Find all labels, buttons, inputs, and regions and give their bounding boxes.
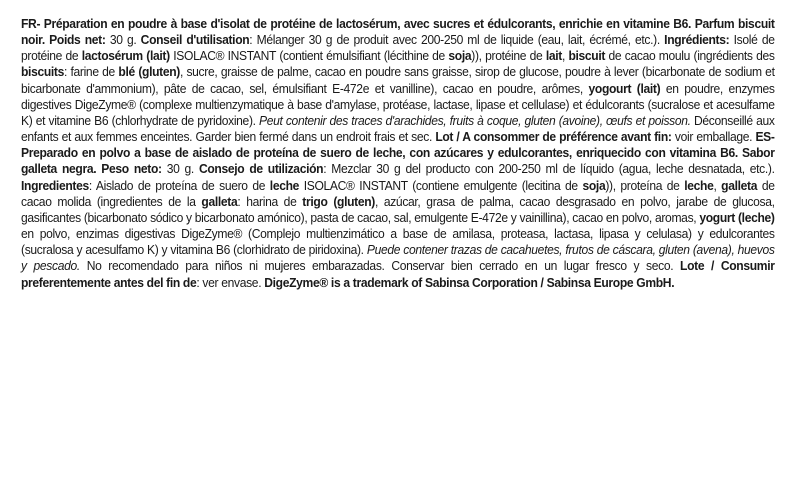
fr-ingredients-text: ,: [561, 49, 569, 64]
fr-usage-text: : Mélanger 30 g de produit avec 200-250 ml de liquide (eau, lait, écrémé, etc.).: [249, 33, 660, 48]
fr-lot-text: voir emballage.: [671, 130, 756, 145]
fr-allergen-biscuit: biscuit: [568, 49, 606, 64]
es-usage-label: Consejo de utilización: [198, 162, 324, 177]
es-ingredients-text: : Aislado de proteína de suero de: [88, 178, 270, 193]
es-ingredients-text: ISOLAC® INSTANT (contiene emulgente (lecitina de: [299, 178, 583, 193]
fr-allergen-ble: blé (gluten): [118, 65, 180, 80]
es-allergen-galleta: galleta: [201, 194, 238, 209]
fr-net-weight-value: 30 g.: [105, 33, 137, 48]
fr-ingredients-label: Ingrédients:: [664, 33, 730, 48]
fr-allergen-lait: lait: [545, 49, 562, 64]
fr-lot-label: Lot / A consommer de préférence avant fin:: [435, 130, 672, 145]
fr-usage-label: Conseil d'utilisation: [140, 33, 250, 48]
trademark-notice: DigeZyme® is a trademark of Sabinsa Corporation / Sabinsa Europe GmbH.: [264, 275, 675, 290]
es-ingredients-text: : harina de: [237, 194, 303, 209]
es-ingredients-text: ,: [713, 178, 722, 193]
es-ingredients-text: , azúcar, grasa de palma, cacao desgrasado en polvo, jarabe de glucosa, gasificantes (bicarbonato sódico y bicarbonato amónico), pasta de cacao, sal, emulgente E-472e y vainillina), cacao en polvo, aromas,: [21, 194, 775, 225]
product-label-text: [21, 16, 775, 291]
fr-ingredients-text: ISOLAC® INSTANT (contient émulsifiant (lécithine de: [169, 49, 449, 64]
fr-allergen-biscuits: biscuits: [21, 65, 65, 80]
es-allergen-leche: leche: [684, 178, 714, 193]
fr-allergen-lactoserum: lactosérum (lait): [81, 49, 170, 64]
es-ingredients-text: )), proteína de: [605, 178, 685, 193]
fr-heading: FR- Préparation en poudre à base d'isolat de protéine de lactosérum, avec sucres et édulcorants, enrichie en vitamine B6. Parfum biscuit noir.: [21, 17, 775, 48]
es-traces-warning: Puede contener trazas de cacahuetes, frutos de cáscara, gluten (avena), huevos y pescado.: [21, 243, 775, 274]
es-allergen-yogurt: yogurt (leche): [699, 210, 775, 225]
es-net-weight-value: 30 g.: [161, 162, 199, 177]
es-allergen-trigo: trigo (gluten): [302, 194, 375, 209]
fr-ingredients-text: en poudre, enzymes digestives DigeZyme® (complexe multienzymatique à base d'amylase, protéase, lactase, lipase et cellulase) et édulcorants (sucralose et acesulfame K) et vitamine B6 (chlorhydrate de pyridoxine).: [21, 81, 775, 128]
label-paragraph: [21, 16, 775, 291]
es-ingredients-text: en polvo, enzimas digestivas DigeZyme® (Complejo multienzimático a base de amilasa, proteasa, lactasa, lipasa y celulasa) y edulcorantes (sucralosa y acesulfamo K) y vitamina B6 (clorhidrato de piridoxina).: [21, 227, 775, 258]
fr-advice: Déconseillé aux enfants et aux femmes enceintes. Garder bien fermé dans un endroit frais et sec.: [21, 113, 775, 145]
es-net-weight-label: Peso neto:: [101, 162, 162, 177]
fr-ingredients-text: : farine de: [64, 65, 119, 80]
fr-ingredients-text: )), protéine de: [471, 49, 546, 64]
es-lot-label: Lote / Consumir preferentemente antes del fin de: [21, 259, 775, 290]
es-heading: ES- Preparado en polvo a base de aislado de proteína de suero de leche, con azúcares y edulcorantes, enriquecido con vitamina B6. Sabor galleta negra.: [21, 130, 775, 177]
es-lot-text: : ver envase.: [196, 275, 265, 290]
fr-allergen-soja: soja: [448, 49, 472, 64]
es-ingredients-label: Ingredientes: [21, 178, 89, 193]
es-allergen-galleta: galleta: [721, 178, 758, 193]
fr-ingredients-text: Isolé de protéine de: [21, 33, 775, 64]
es-advice: No recomendado para niños ni mujeres embarazadas. Conservar bien cerrado en un lugar fresco y seco.: [79, 259, 681, 274]
es-ingredients-text: de cacao molida (ingredientes de la: [21, 178, 775, 209]
fr-allergen-yogourt: yogourt (lait): [588, 81, 661, 96]
fr-ingredients-text: de cacao moulu (ingrédients des: [605, 49, 775, 64]
fr-ingredients-text: , sucre, graisse de palme, cacao en poudre sans graisse, sirop de glucose, poudre à lever (bicarbonate de sodium et bicarbonate d'ammonium), pâte de cacao, sel, émulsifiant E-472e et vanilline), cacao en poudre, arômes,: [21, 65, 775, 96]
fr-traces-warning: Peut contenir des traces d'arachides, fruits à coque, gluten (avoine), œufs et poisson.: [258, 113, 691, 128]
es-usage-text: : Mezclar 30 g del producto con 200-250 ml de líquido (agua, leche desnatada, etc.).: [323, 162, 775, 177]
fr-net-weight-label: Poids net:: [49, 33, 106, 48]
es-allergen-soja: soja: [582, 178, 606, 193]
es-allergen-leche: leche: [269, 178, 300, 193]
